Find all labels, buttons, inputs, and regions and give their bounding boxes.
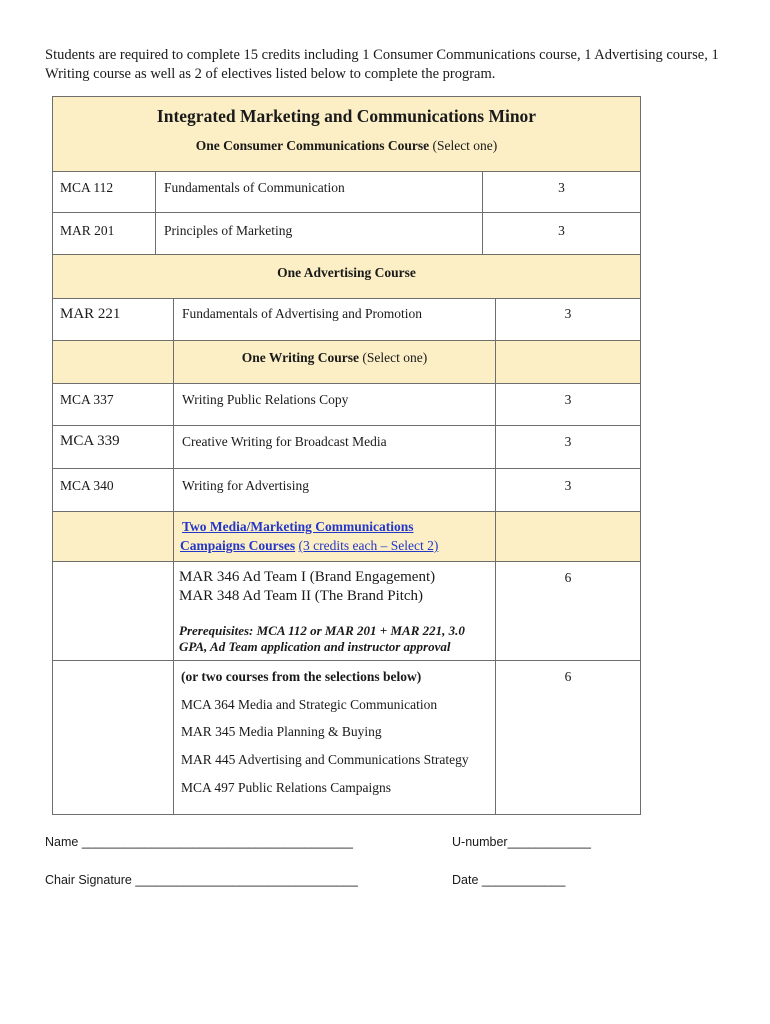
table-row [52, 171, 156, 213]
campaigns-header-right [495, 511, 641, 562]
consumer-heading-bold: One Consumer Communications Course [195, 138, 430, 153]
campaigns-header-left [52, 511, 174, 562]
course-name: Creative Writing for Broadcast Media [182, 434, 387, 449]
table-row [482, 212, 641, 255]
campaigns-heading-note[interactable]: (3 credits each – Select 2) [298, 538, 439, 553]
table-row [52, 298, 174, 341]
course-name: Writing Public Relations Copy [182, 392, 349, 407]
table-row [495, 468, 641, 512]
consumer-heading-note: (Select one) [432, 138, 498, 153]
table-title-header [52, 96, 641, 172]
writing-header-right [495, 340, 641, 384]
table-row [52, 561, 174, 661]
campaign-course-line: MAR 346 Ad Team I (Brand Engagement) [179, 569, 436, 585]
table-row [482, 171, 641, 213]
campaigns-heading-link[interactable]: Two Media/Marketing Communications [182, 519, 414, 534]
table-row [495, 383, 641, 426]
table-title: Integrated Marketing and Communications Minor [156, 106, 537, 126]
campaigns-heading-line2 [180, 538, 438, 554]
course-code: MCA 112 [60, 180, 114, 195]
advertising-heading: One Advertising Course [277, 265, 416, 280]
course-name: Fundamentals of Advertising and Promotion [182, 306, 422, 321]
table-row [173, 660, 496, 815]
writing-heading [174, 350, 495, 366]
table-row [52, 212, 156, 255]
table-row [173, 468, 496, 512]
course-code: MAR 201 [60, 223, 115, 238]
course-name: Fundamentals of Communication [164, 180, 345, 195]
course-code: MCA 339 [60, 433, 120, 449]
unumber-field[interactable]: U-number____________ [452, 835, 591, 849]
consumer-heading [53, 138, 640, 154]
table-row [495, 561, 641, 661]
writing-heading-bold: One Writing Course [241, 350, 360, 365]
course-credits: 3 [558, 223, 565, 238]
chair-signature-field[interactable]: Chair Signature ________________________________ [45, 873, 358, 887]
prerequisites-note: Prerequisites: MCA 112 or MAR 201 + MAR 221, 3.0 GPA, Ad Team application and instructor approval [179, 623, 465, 654]
course-name: Writing for Advertising [182, 478, 309, 493]
table-row [495, 425, 641, 469]
list-item: MAR 445 Advertising and Communications Strategy [181, 752, 469, 767]
writing-heading-note: (Select one) [362, 350, 428, 365]
course-credits: 3 [564, 434, 572, 449]
table-row [173, 298, 496, 341]
table-row [52, 383, 174, 426]
campaigns-heading-line1 [182, 519, 414, 535]
course-credits: 3 [558, 180, 565, 195]
course-credits: 3 [564, 392, 572, 407]
table-row [495, 660, 641, 815]
course-credits: 3 [564, 478, 572, 493]
table-row [495, 298, 641, 341]
course-code: MCA 337 [60, 392, 114, 407]
course-credits: 6 [564, 669, 572, 684]
name-field[interactable]: Name _______________________________________ [45, 835, 353, 849]
date-field[interactable]: Date ____________ [452, 873, 566, 887]
table-row [173, 383, 496, 426]
list-item: MCA 364 Media and Strategic Communication [181, 697, 438, 712]
table-row [52, 660, 174, 815]
table-row [52, 425, 174, 469]
course-code: MCA 340 [60, 478, 114, 493]
course-name: Principles of Marketing [164, 223, 293, 238]
advertising-header [52, 254, 641, 299]
writing-header [173, 340, 496, 384]
table-row [155, 212, 483, 255]
campaigns-heading-link[interactable]: Campaigns Courses [180, 538, 296, 553]
option-b-heading: (or two courses from the selections below) [181, 669, 422, 684]
intro-text: Students are required to complete 15 credits including 1 Consumer Communications course, 1 Advertising course, 1 Writing course as well as 2 of electives listed below to complete the program. [45, 47, 719, 82]
table-row [155, 171, 483, 213]
course-credits: 6 [564, 570, 572, 585]
list-item: MAR 345 Media Planning & Buying [181, 724, 382, 739]
campaign-course-line: MAR 348 Ad Team II (The Brand Pitch) [179, 588, 424, 604]
table-row [173, 561, 496, 661]
course-credits: 3 [564, 306, 572, 321]
campaigns-header [173, 511, 496, 562]
list-item: MCA 497 Public Relations Campaigns [181, 780, 392, 795]
course-code: MAR 221 [60, 306, 121, 322]
writing-header-left [52, 340, 174, 384]
table-row [52, 468, 174, 512]
table-row [173, 425, 496, 469]
